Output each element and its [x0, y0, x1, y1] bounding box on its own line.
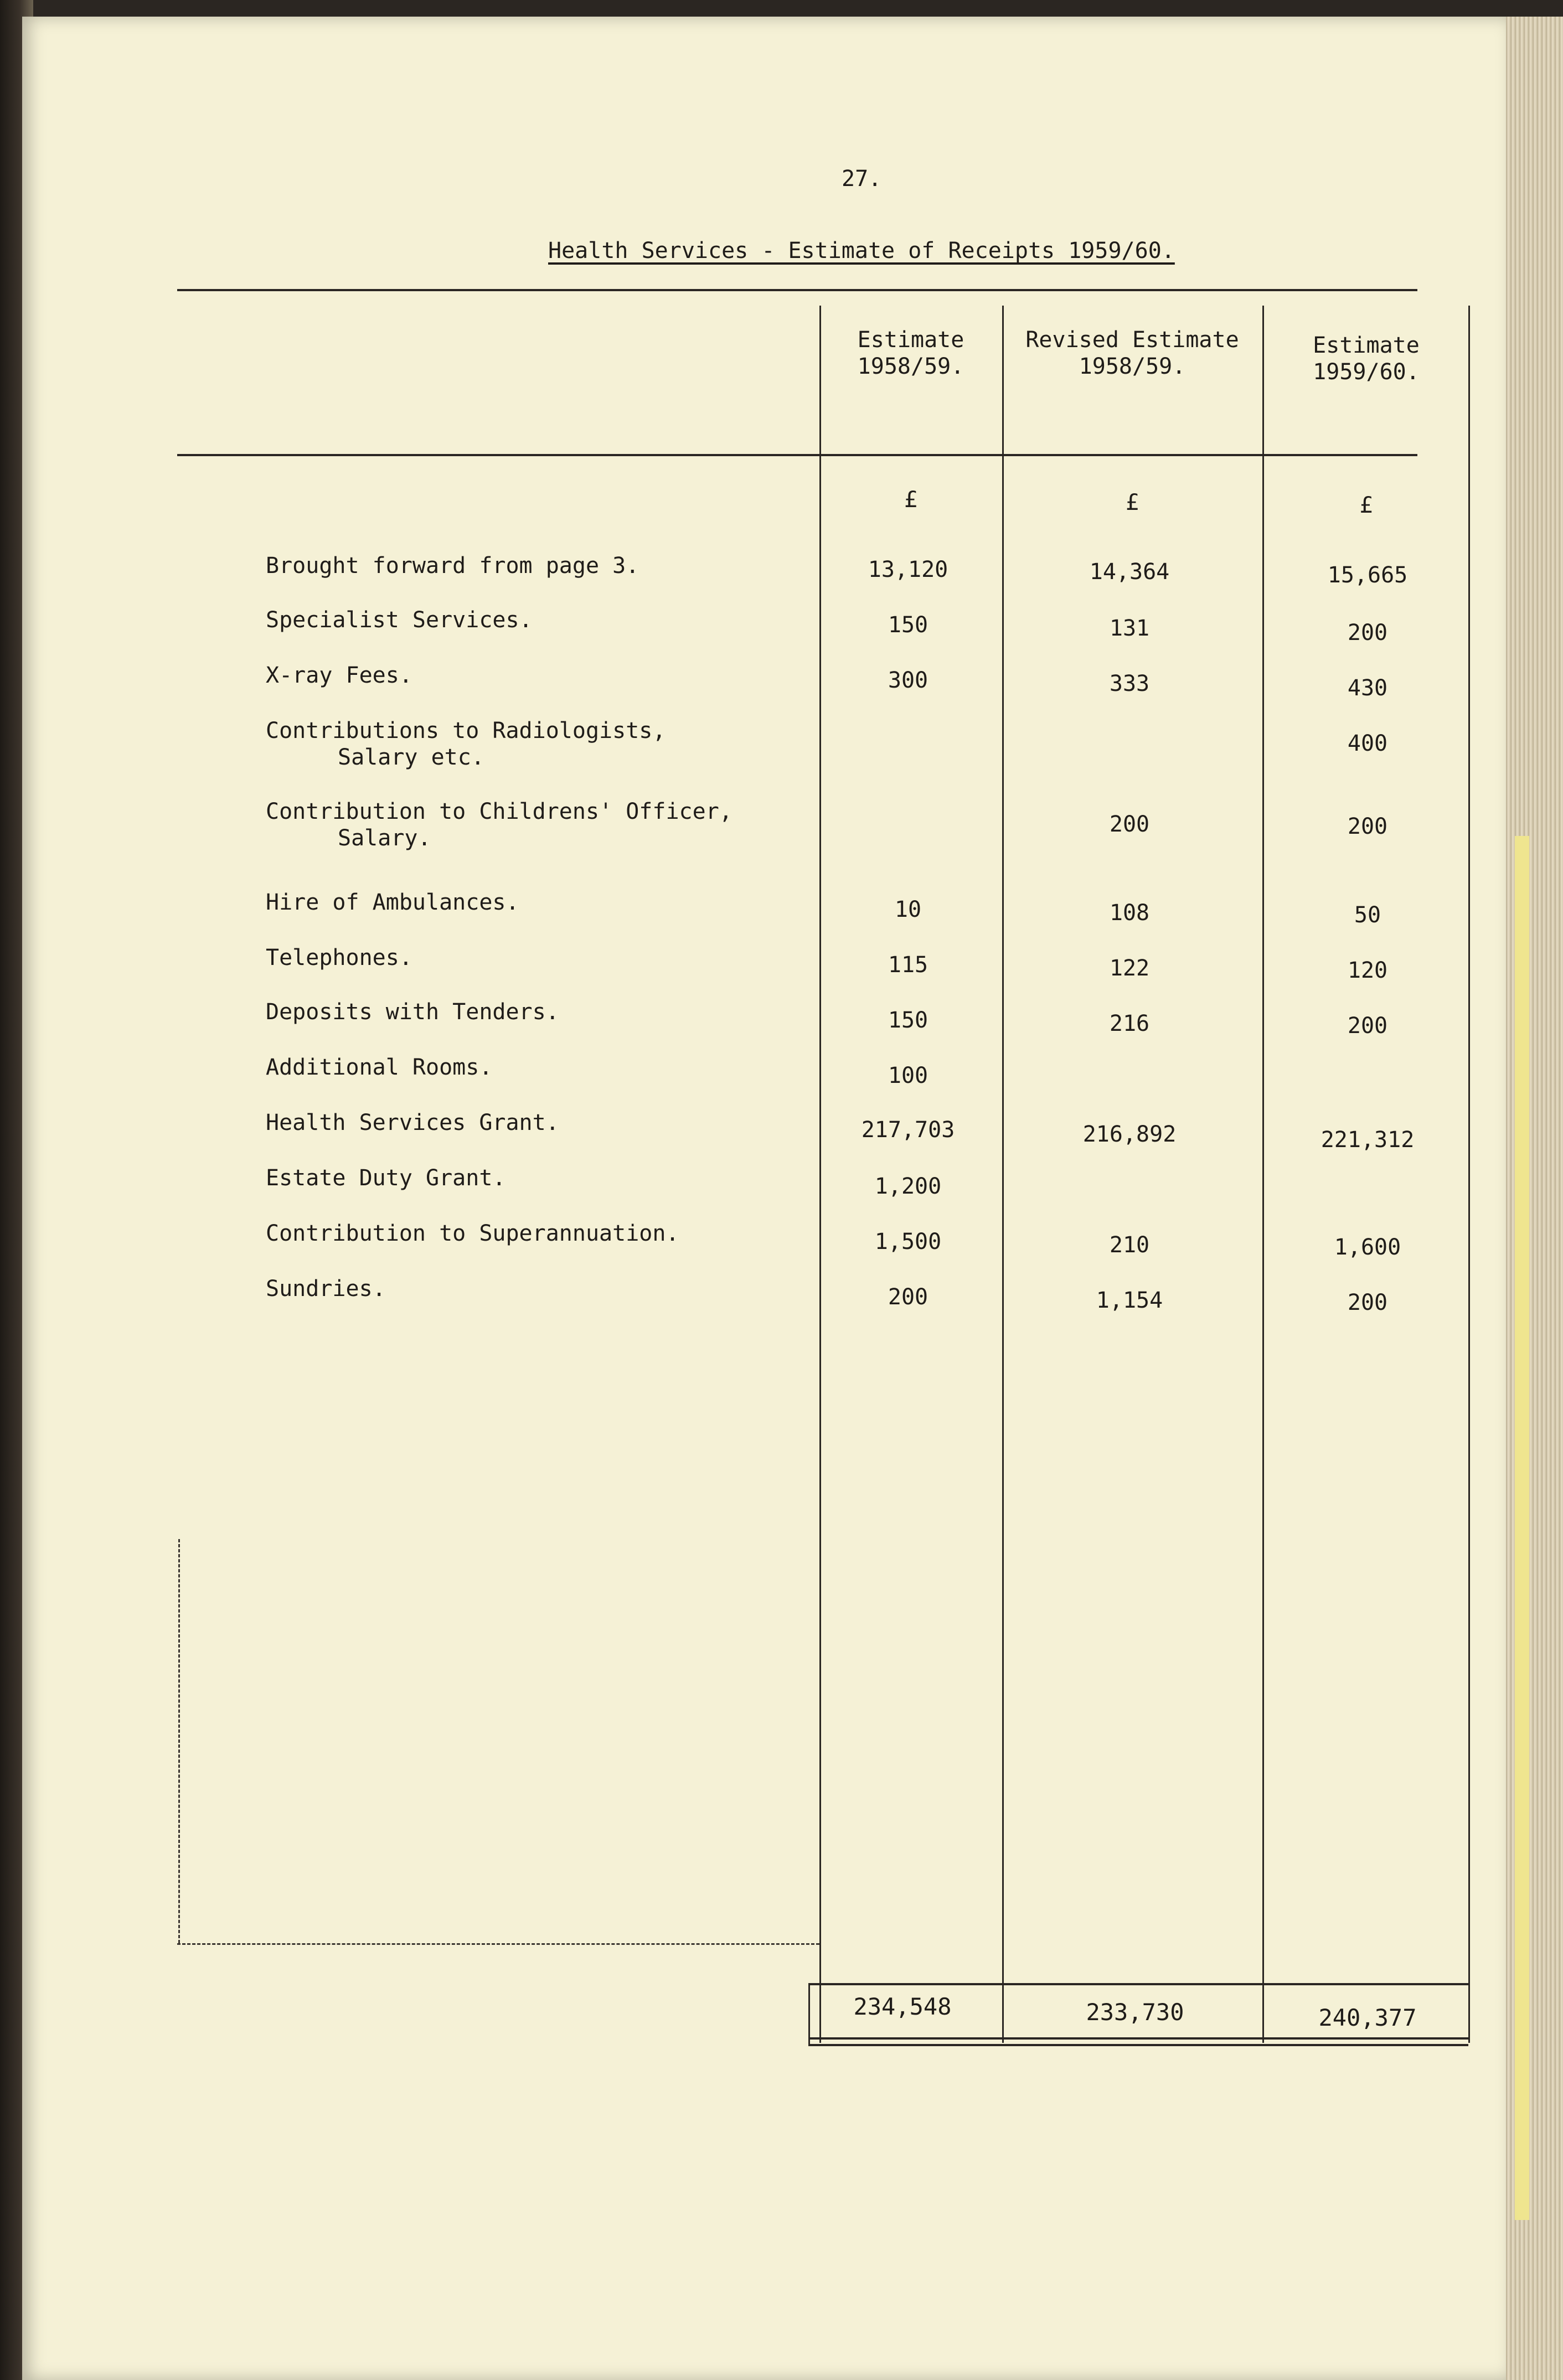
column-header-revised-estimate-1958: Revised Estimate 1958/59.	[1025, 327, 1239, 379]
totals-bottom-rule	[808, 2037, 1468, 2040]
table-cell: 200	[1347, 620, 1388, 646]
table-cell: 217,703	[861, 1117, 955, 1143]
table-cell: 200	[1347, 1290, 1388, 1315]
row-label: Estate Duty Grant.	[266, 1165, 506, 1191]
column-divider-2	[1002, 306, 1004, 2043]
yellow-page-edge	[1515, 836, 1529, 2220]
row-label: Hire of Ambulances.	[266, 890, 519, 915]
table-cell: 115	[888, 952, 928, 978]
row-label: Contribution to Superannuation.	[266, 1221, 679, 1246]
total-estimate-1958: 234,548	[853, 1993, 952, 2020]
currency-symbol: £	[904, 487, 918, 513]
table-cell: 1,200	[874, 1174, 942, 1199]
table-cell: 300	[888, 668, 928, 693]
table-cell: 100	[888, 1063, 928, 1088]
table-cell: 221,312	[1320, 1127, 1415, 1153]
page-title: Health Services - Estimate of Receipts 1959/60.	[548, 238, 1175, 264]
column-header-estimate-1959: Estimate 1959/60.	[1313, 333, 1420, 385]
currency-symbol: £	[1359, 493, 1373, 518]
row-label: Additional Rooms.	[266, 1055, 493, 1080]
total-revised-estimate-1958: 233,730	[1086, 1999, 1184, 2026]
table-cell: 150	[888, 1008, 928, 1033]
totals-double-rule	[808, 2044, 1468, 2046]
header-bottom-rule	[177, 454, 1417, 456]
row-label: Telephones.	[266, 945, 412, 970]
column-divider-4	[1468, 306, 1470, 2043]
table-cell: 150	[888, 612, 928, 638]
table-cell: 216	[1109, 1011, 1150, 1036]
table-cell: 120	[1347, 958, 1388, 983]
table-cell: 333	[1109, 671, 1150, 696]
totals-top-rule	[808, 1983, 1468, 1985]
row-label: Sundries.	[266, 1276, 386, 1302]
table-cell: 430	[1347, 675, 1388, 701]
table-cell: 400	[1347, 731, 1388, 756]
document-page	[22, 17, 1506, 2380]
column-divider-3	[1262, 306, 1264, 2043]
table-cell: 50	[1354, 902, 1381, 928]
faint-left-border	[178, 1539, 180, 1943]
row-label: Contribution to Childrens' Officer, Salary.	[266, 799, 733, 851]
table-cell: 200	[1347, 1013, 1388, 1039]
column-header-estimate-1958: Estimate 1958/59.	[857, 327, 964, 379]
table-cell: 1,600	[1334, 1235, 1401, 1260]
currency-symbol: £	[1125, 490, 1139, 515]
table-cell: 10	[894, 897, 922, 922]
table-cell: 200	[888, 1284, 928, 1310]
table-top-rule	[177, 289, 1417, 291]
table-cell: 108	[1109, 900, 1150, 926]
total-estimate-1959: 240,377	[1318, 2004, 1417, 2031]
page-number: 27.	[842, 166, 882, 192]
row-label: Specialist Services.	[266, 607, 533, 633]
table-cell: 15,665	[1327, 562, 1408, 588]
row-label: X-ray Fees.	[266, 663, 412, 688]
column-divider-1	[819, 306, 821, 2043]
table-cell: 1,154	[1096, 1288, 1163, 1313]
table-cell: 122	[1109, 956, 1150, 981]
row-label: Brought forward from page 3.	[266, 553, 639, 579]
table-cell: 1,500	[874, 1229, 942, 1254]
totals-left-border	[808, 1983, 810, 2044]
table-cell: 131	[1109, 616, 1150, 641]
faint-left-rule	[177, 1943, 819, 1945]
table-cell: 200	[1109, 812, 1150, 837]
row-label: Health Services Grant.	[266, 1110, 559, 1135]
table-cell: 210	[1109, 1232, 1150, 1258]
row-label: Contributions to Radiologists, Salary etc.	[266, 718, 666, 770]
table-cell: 14,364	[1089, 559, 1170, 585]
table-cell: 216,892	[1082, 1122, 1177, 1147]
row-label: Deposits with Tenders.	[266, 999, 559, 1025]
table-cell: 200	[1347, 814, 1388, 839]
table-cell: 13,120	[868, 557, 948, 582]
